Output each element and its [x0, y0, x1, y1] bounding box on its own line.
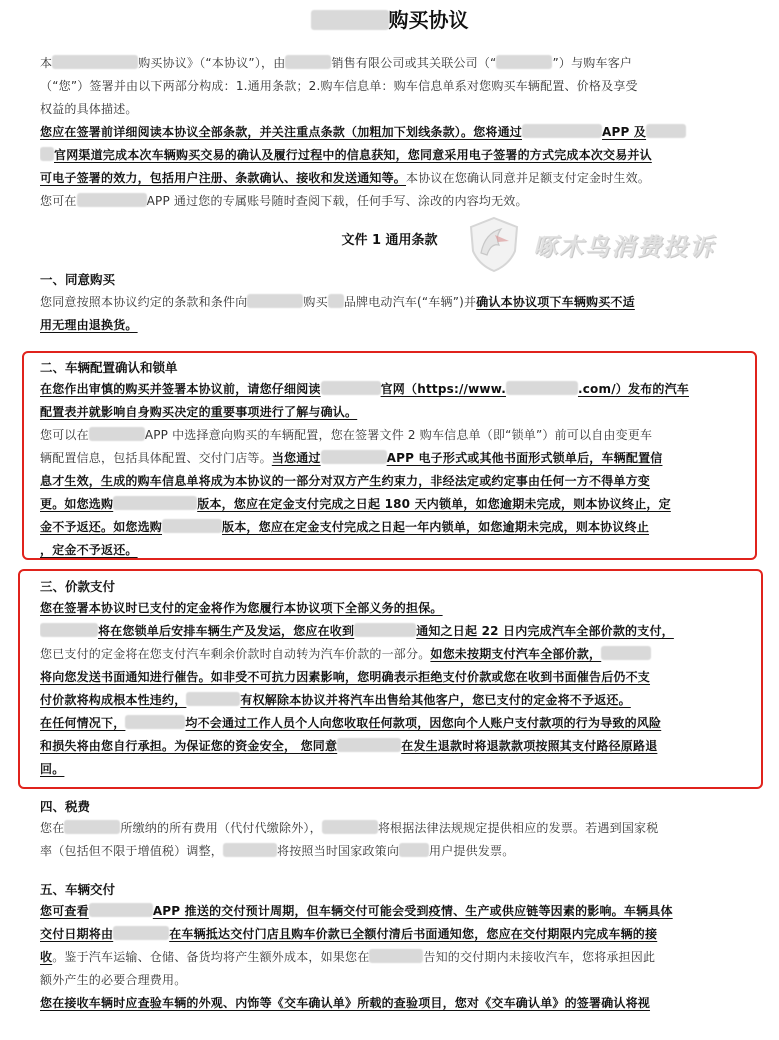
s5-line-2: 交付日期将由 在车辆抵达交付门店且购车价款已全额付清后书面通知您，您应在交付期限内完成车辆的接: [40, 927, 658, 941]
s2-line-3: 您可以在 APP 中选择意向购买的车辆配置，您在签署文件 2 购车信息单（即“锁单”）前可以自由变更车: [40, 428, 653, 442]
s4-line-2: 率（包括但不限于增值税）调整， 将按照当时国家政策向 用户提供发票。: [40, 844, 515, 858]
watermark-text: 啄木鸟消费投诉: [533, 232, 715, 261]
s3-line-3: 您已支付的定金将在您支付汽车剩余价款时自动转为汽车价款的一部分。如您未按期支付汽车全部价款，: [40, 643, 745, 666]
s2-line-4: 辆配置信息，包括具体配置、交付门店等。当您通过 APP 电子形式或其他书面形式锁单后，车辆配置信: [40, 451, 663, 465]
section-3-body: [40, 597, 745, 781]
redacted-text: [506, 381, 578, 395]
redacted-text: [113, 926, 169, 940]
redacted-text: [399, 843, 429, 857]
redacted-text: [40, 623, 98, 637]
s5-line-5: 您在接收车辆时应查验车辆的外观、内饰等《交车确认单》所载的查验项目，您对《交车确认单》的签署确认将视: [40, 996, 651, 1010]
s2-line-7: 金不予返还。如您选购 版本，您应在定金支付完成之日起一年内锁单，如您逾期未完成，则本协议终止: [40, 520, 650, 534]
redacted-text: [77, 193, 147, 207]
redacted-text: [285, 55, 331, 69]
intro-line-6: 可电子签署的效力，包括用户注册、条款确认、接收和发送通知等。本协议在您确认同意并足额支付定金时生效。: [40, 171, 651, 185]
s2-line-5: 息才生效，生成的购车信息单将成为本协议的一部分对双方产生约束力，非经法定或约定事由任何一方不得单方变: [40, 474, 651, 488]
s3-line-7: 和损失将由您自行承担。为保证您的资金安全， 您同意 在发生退款时将退款款项按照其支付路径原路退: [40, 739, 658, 753]
document-title: 购买协议: [0, 6, 779, 34]
s2-line-8: ，定金不予返还。: [40, 543, 138, 557]
redacted-text: [40, 147, 54, 161]
s5-line-3: 收。鉴于汽车运输、仓储、备货均将产生额外成本，如果您在 告知的交付期内未接收汽车，您将承担因此: [40, 950, 656, 964]
intro-line-5: 官网渠道完成本次车辆购买交易的确认及履行过程中的信息获知，您同意采用电子签署的方式完成本次交易并认: [40, 144, 740, 167]
s5-line-4: 额外产生的必要合理费用。: [40, 973, 187, 987]
section-4-body: [40, 817, 745, 863]
s2-line-2: 配置表并就影响自身购买决定的重要事项进行了解与确认。: [40, 405, 358, 419]
redacted-text: [89, 427, 145, 441]
s4-line-1: 您在 所缴纳的所有费用（代付代缴除外）， 将根据法律法规规定提供相应的发票。若遇到国家税: [40, 821, 659, 835]
section-2-body: [40, 378, 745, 562]
s1-line-1: 您同意按照本协议约定的条款和条件向 购买 品牌电动汽车(“车辆”)并确认本协议项下车辆购买不适: [40, 295, 635, 309]
intro-line-2: （“您”）签署并由以下两部分构成：1.通用条款；2.购车信息单：购车信息单系对您购买车辆配置、价格及享受: [40, 79, 638, 93]
s3-line-1: 您在签署本协议时已支付的定金将作为您履行本协议项下全部义务的担保。: [40, 601, 443, 615]
redacted-text: [186, 692, 240, 706]
redacted-text: [247, 294, 303, 308]
section-1-heading: 一、同意购买: [40, 272, 116, 287]
redacted-text: [601, 646, 651, 660]
s2-line-1: 在您作出审慎的购买并签署本协议前，请您仔细阅读 官网（https://www. .com/）发布的汽车: [40, 382, 689, 396]
file-1-heading: 文件 1 通用条款: [341, 233, 438, 248]
section-1-body: [40, 291, 745, 337]
redacted-text: [223, 843, 277, 857]
redacted-text: [321, 381, 381, 395]
s3-line-8: 回。: [40, 762, 65, 776]
intro-line-1: 本 购买协议》（“本协议”），由 销售有限公司或其关联公司（“ ”）与购车客户: [40, 56, 633, 70]
redacted-text: [322, 820, 378, 834]
redacted-text: [113, 496, 197, 510]
section-5-heading: 五、车辆交付: [40, 882, 116, 897]
intro-line-7: 您可在 APP 通过您的专属账号随时查阅下载，任何手写、涂改的内容均无效。: [40, 194, 528, 208]
redacted-text: [496, 55, 552, 69]
redacted-text: [162, 519, 222, 533]
redacted-brand: [311, 10, 389, 30]
s2-line-6: 更。如您选购 版本，您应在定金支付完成之日起 180 天内锁单，如您逾期未完成，则本协议终止，定: [40, 497, 671, 511]
redacted-text: [354, 623, 416, 637]
redacted-text: [125, 715, 185, 729]
redacted-text: [89, 903, 153, 917]
s5-line-1: 您可查看 APP 推送的交付预计周期，但车辆交付可能会受到疫情、生产或供应链等因素的影响。车辆具体: [40, 904, 673, 918]
s3-line-2: 将在您锁单后安排车辆生产及发运，您应在收到 通知之日起 22 日内完成汽车全部价款的支付，: [40, 620, 745, 643]
s3-line-5: 付价款将构成根本性违约， 有权解除本协议并将汽车出售给其他客户，您已支付的定金将不予返还。: [40, 693, 631, 707]
s3-line-6: 在任何情况下， 均不会通过工作人员个人向您收取任何款项，因您向个人账户支付款项的行为导致的风险: [40, 716, 662, 730]
section-5-body: [40, 900, 745, 1015]
redacted-text: [52, 55, 138, 69]
redacted-text: [369, 949, 423, 963]
redacted-text: [64, 820, 120, 834]
redacted-text: [321, 450, 387, 464]
redacted-text: [646, 124, 686, 138]
s3-line-4: 将向您发送书面通知进行催告。如非受不可抗力因素影响，您明确表示拒绝支付价款或您在收到书面催告后仍不支: [40, 670, 651, 684]
redacted-text: [522, 124, 602, 138]
section-4-heading: 四、税费: [40, 799, 91, 814]
watermark: [465, 214, 765, 274]
s1-line-2: 用无理由退换货。: [40, 318, 138, 332]
intro-line-3: 权益的具体描述。: [40, 102, 138, 116]
intro-paragraph: [40, 52, 740, 213]
redacted-text: [337, 738, 401, 752]
intro-line-4: 您应在签署前详细阅读本协议全部条款，并关注重点条款（加粗加下划线条款）。您将通过 APP 及: [40, 121, 740, 144]
section-3-heading: 三、价款支付: [40, 579, 116, 594]
woodpecker-logo-icon: [465, 215, 523, 273]
section-2-heading: 二、车辆配置确认和锁单: [40, 360, 178, 375]
redacted-text: [328, 294, 344, 308]
